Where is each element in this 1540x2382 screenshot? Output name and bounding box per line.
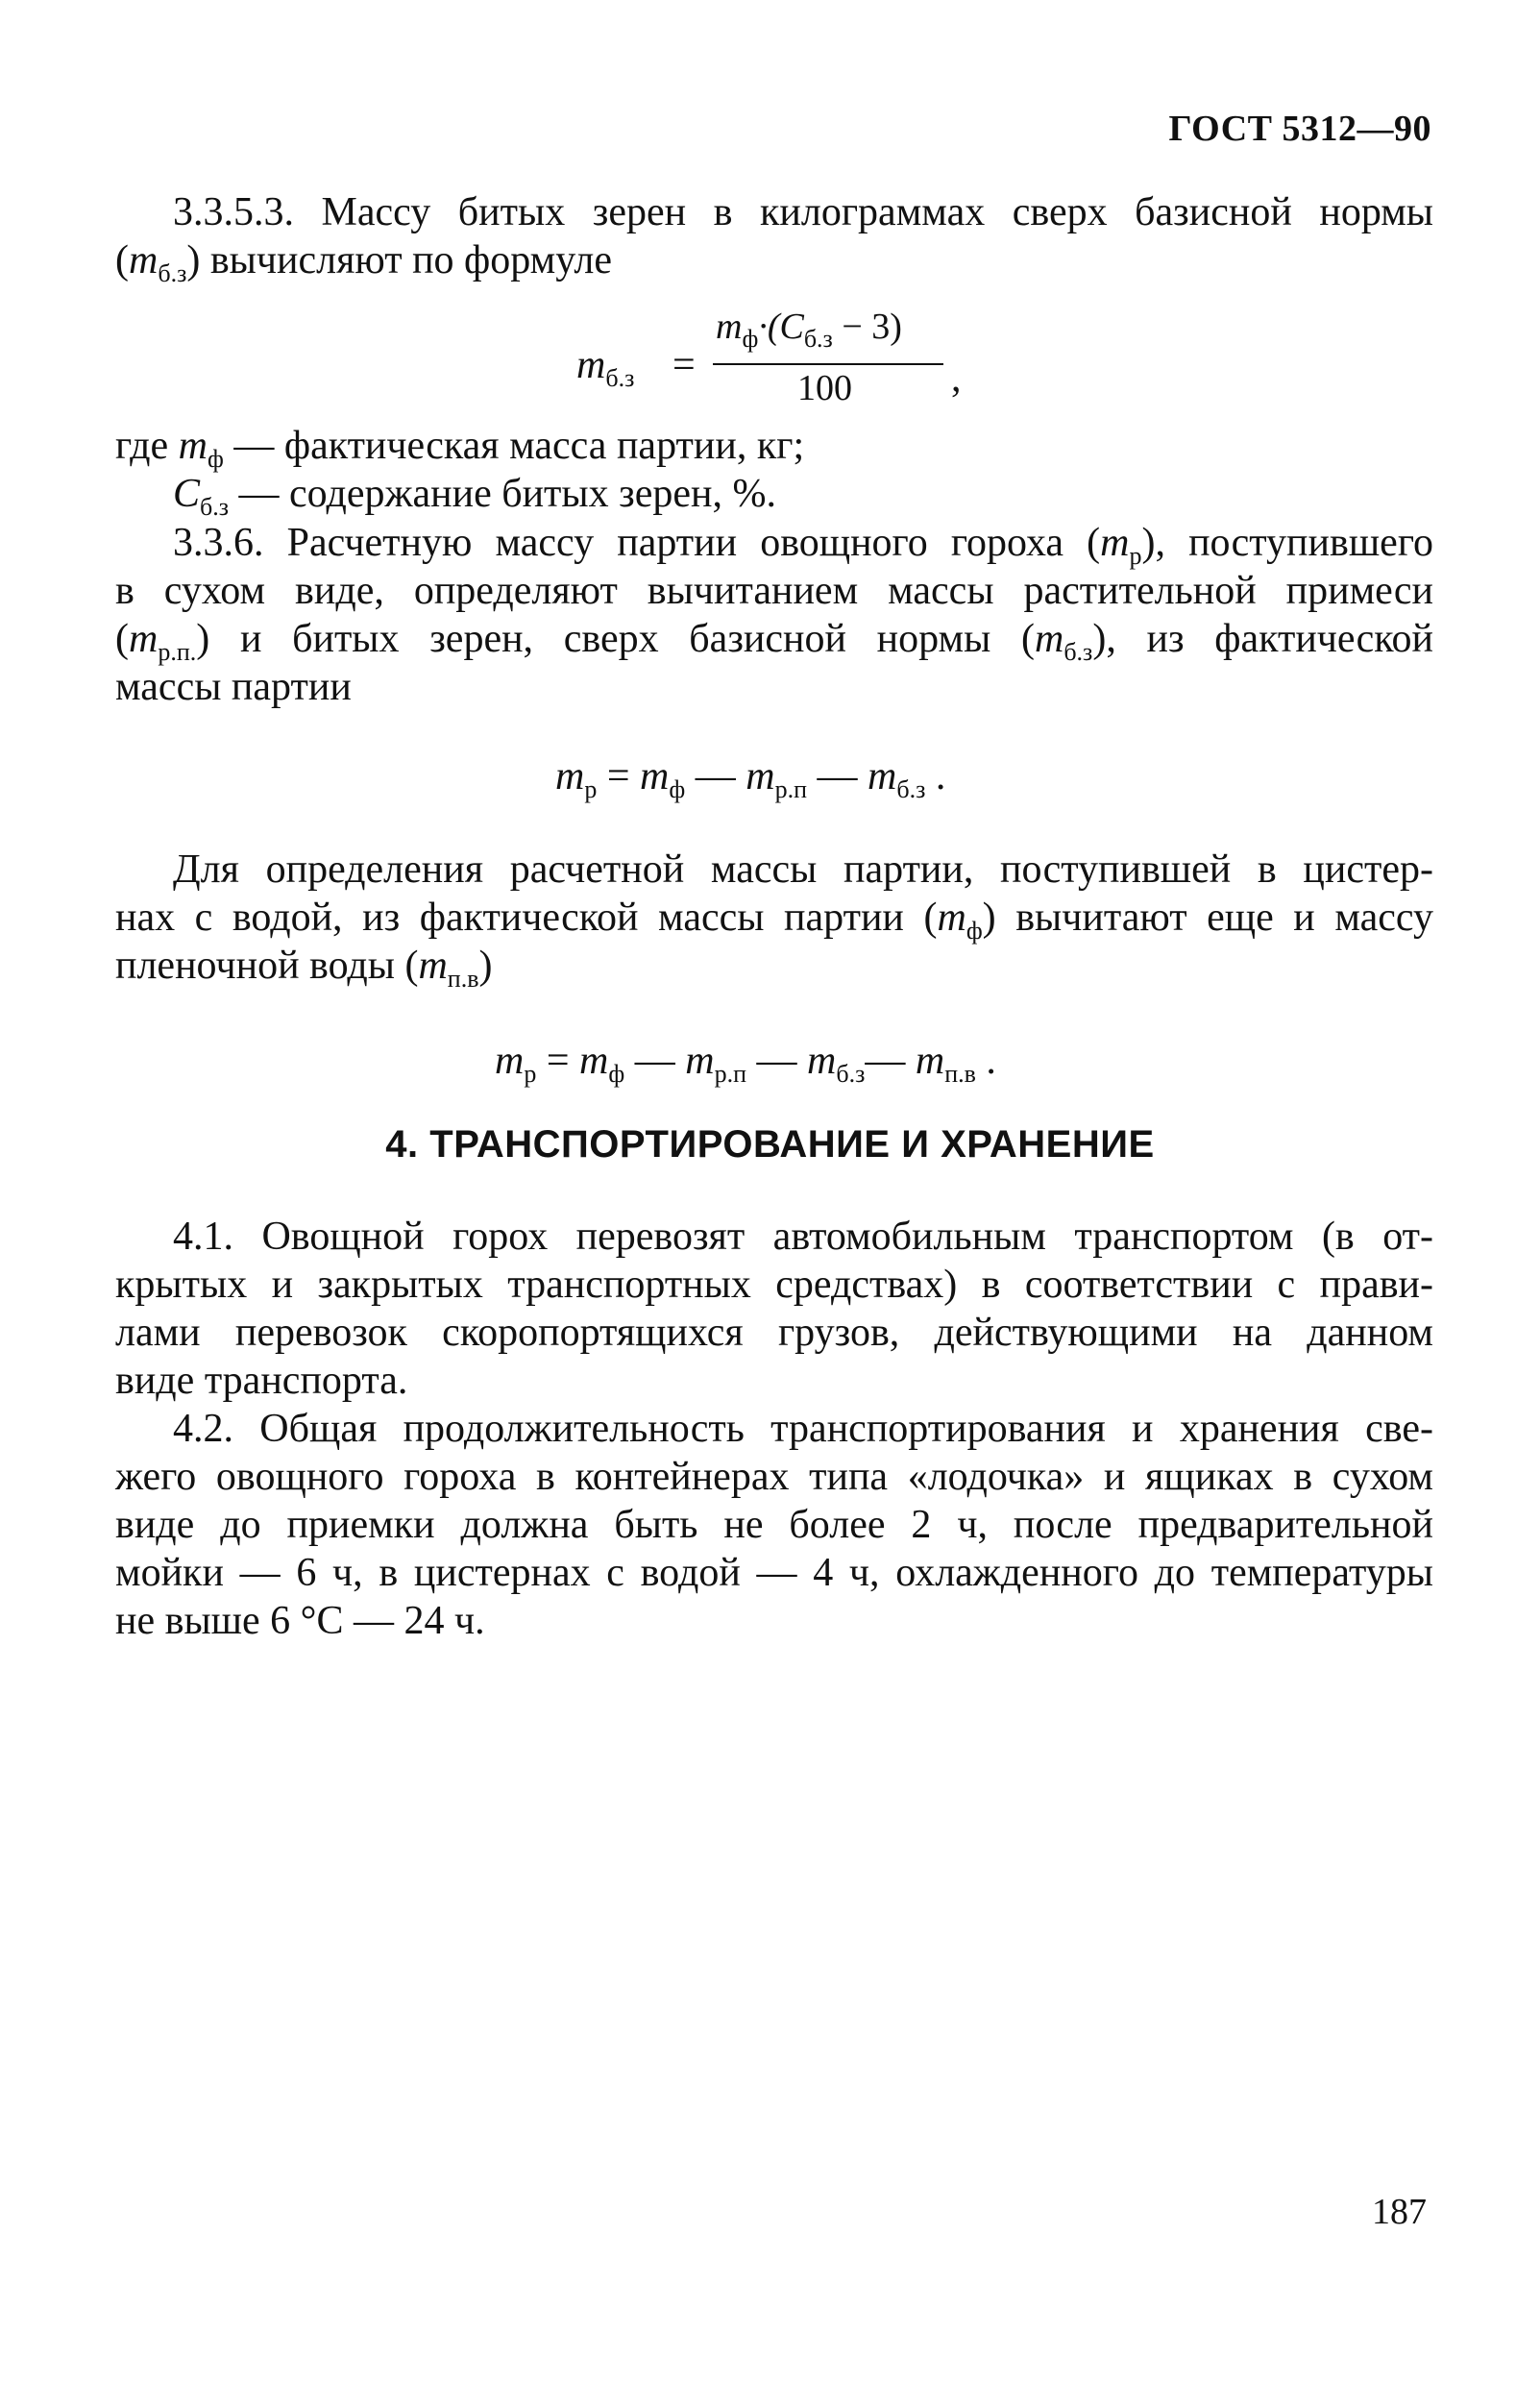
document-header: ГОСТ 5312—90 [1168, 109, 1431, 149]
formula-numerator: $m_ф\cdot(C_{б.з} - 3)$ [716, 307, 902, 353]
text-line: виде до приемки должна быть не более 2 ч, после предварительной [115, 1503, 1433, 1547]
definition-c-bz: $C_{б.з}$ — содержание битых зерен, %. [173, 472, 776, 521]
text-line: пленочной воды $(m_{п.в})$ [115, 944, 493, 993]
text-line: крытых и закрытых транспортных средствах) в соответствии с прави- [115, 1263, 1433, 1307]
text-line: 3.3.5.3. Массу битых зерен в килограммах сверх базисной нормы [173, 190, 1433, 234]
text-line: 4.1. Овощной горох перевозят автомобильным транспортом (в от- [173, 1215, 1433, 1259]
text-line: массы партии [115, 665, 352, 709]
page-number: 187 [1372, 2192, 1427, 2232]
paragraph-3-3-6 [115, 519, 1433, 711]
text-line: виде транспорта. [115, 1359, 408, 1403]
text-line: 4.2. Общая продолжительность транспортирования и хранения све- [173, 1407, 1433, 1451]
formula-comma: , [951, 356, 962, 401]
definition-m-f: где $m_ф$ — фактическая масса партии, кг; [115, 424, 805, 473]
fraction-bar [713, 363, 943, 365]
formula-lhs: $m_{б.з}$ [576, 343, 635, 392]
text-line: Для определения расчетной массы партии, поступившей в цистер- [173, 847, 1433, 892]
text-line: лами перевозок скоропортящихся грузов, действующими на данном [115, 1311, 1433, 1355]
paragraph-3-3-5-3 [115, 188, 1433, 287]
section-title: 4. ТРАНСПОРТИРОВАНИЕ И ХРАНЕНИЕ [385, 1123, 1155, 1166]
formula-mass-water: $m_р = m_ф$ — $m_{р.п}$ — $m_{б.з}—$ $m_{п.в}$ . [495, 1039, 996, 1088]
text-line: 3.3.6. Расчетную массу партии овощного гороха $(m_р)$, поступившего [173, 521, 1433, 570]
paragraph-4-2 [115, 1405, 1433, 1645]
text-line: мойки — 6 ч, в цистернах с водой — 4 ч, охлажденного до температуры [115, 1551, 1433, 1595]
paragraph-4-1 [115, 1213, 1433, 1405]
paragraph-water [115, 846, 1433, 993]
text-line: не выше 6 °С — 24 ч. [115, 1599, 485, 1643]
formula-equals: = [672, 343, 696, 387]
text-line: жего овощного гороха в контейнерах типа «лодочка» и ящиках в сухом [115, 1455, 1433, 1499]
text-line: $(m_{р.п.})$ и битых зерен, сверх базисной нормы $(m_{б.з})$, из фактической [115, 617, 1433, 666]
text-line: нах с водой, из фактической массы партии $(m_ф)$ вычитают еще и массу [115, 896, 1433, 945]
text-line: в сухом виде, определяют вычитанием массы растительной примеси [115, 569, 1433, 613]
formula-denominator: 100 [797, 368, 852, 408]
formula-mass-dry: $m_р = m_ф$ — $m_{р.п}$ — $m_{б.з}$ . [555, 754, 946, 803]
text-line: $(m_{б.з})$ вычисляют по формуле [115, 238, 612, 287]
